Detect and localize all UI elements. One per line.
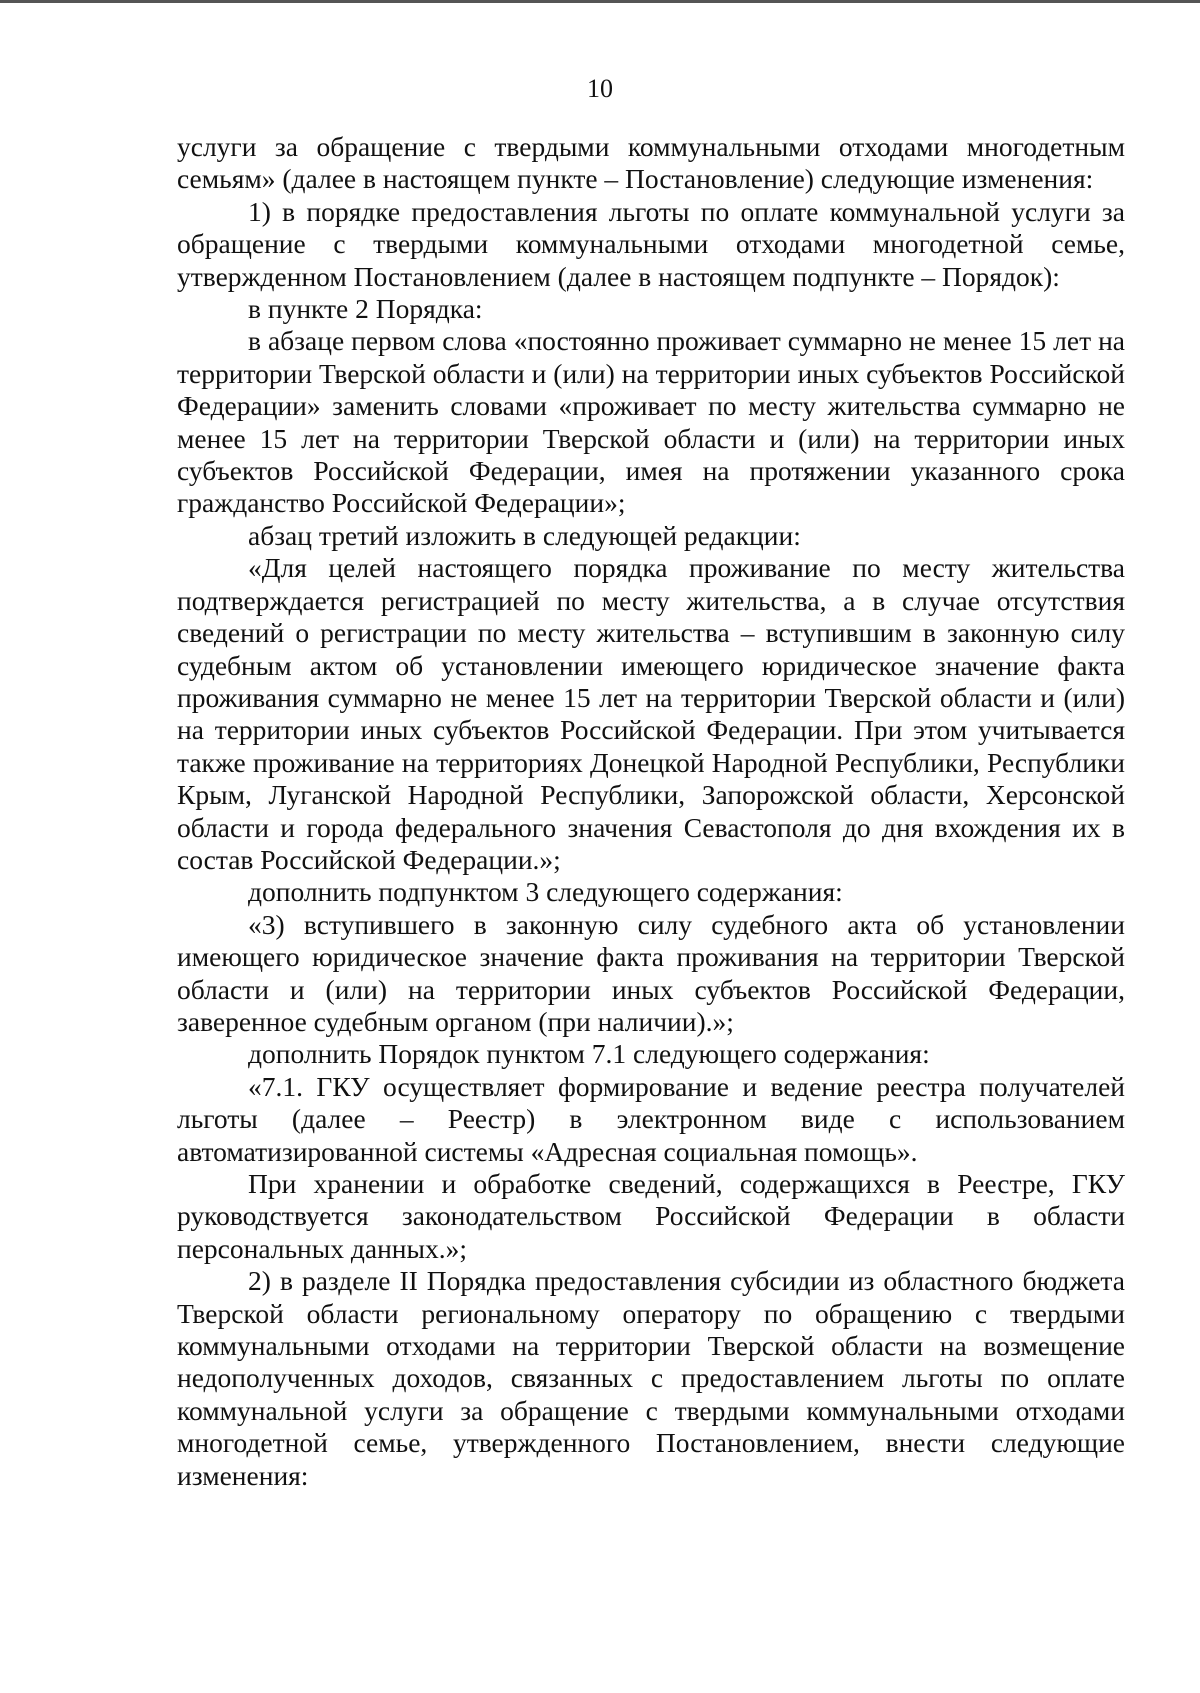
paragraph-first-abzac: в абзаце первом слова «постоянно проживает суммарно не менее 15 лет на территории Тверской области и (или) на территории иных субъектов Российской Федерации» заменить словами «проживает по месту жительства суммарно не менее 15 лет на территории Тверской области и (или) на территории иных субъектов Российской Федерации, имея на протяжении указанного срока гражданство Российской Федерации»; <box>177 325 1125 519</box>
paragraph-item-2: 2) в разделе II Порядка предоставления субсидии из областного бюджета Тверской области региональному оператору по обращению с твердыми коммунальными отходами на территории Тверской области на возмещение недополученных доходов, связанных с предоставлением льготы по оплате коммунальной услуги за обращение с твердыми коммунальными отходами многодетной семье, утвержденного Постановлением, внести следующие изменения: <box>177 1265 1125 1491</box>
paragraph-add-subpoint-3: дополнить подпунктом 3 следующего содержания: <box>248 876 843 908</box>
paragraph-point-2: в пункте 2 Порядка: <box>248 293 483 325</box>
paragraph-add-point-7-1: дополнить Порядок пунктом 7.1 следующего содержания: <box>248 1038 930 1070</box>
scan-top-edge <box>0 0 1200 3</box>
paragraph-quoted-point-7-1: «7.1. ГКУ осуществляет формирование и ведение реестра получателей льготы (далее – Реестр) в электронном виде с использованием автоматизированной системы «Адресная социальная помощь». <box>177 1070 1125 1167</box>
page-number: 10 <box>587 74 613 103</box>
paragraph-continuation: услуги за обращение с твердыми коммунальными отходами многодетным семьям» (далее в настоящем пункте – Постановление) следующие изменения: <box>177 131 1125 195</box>
paragraph-item-1: 1) в порядке предоставления льготы по оплате коммунальной услуги за обращение с твердыми коммунальными отходами многодетной семье, утвержденном Постановлением (далее в настоящем подпункте – Порядок): <box>177 195 1125 292</box>
paragraph-quoted-subpoint-3: «3) вступившего в законную силу судебного акта об установлении имеющего юридическое значение факта проживания на территории Тверской области и (или) на территории иных субъектов Российской Федерации, заверенное судебным органом (при наличии).»; <box>177 908 1125 1037</box>
paragraph-registry-storage: При хранении и обработке сведений, содержащихся в Реестре, ГКУ руководствуется законодательством Российской Федерации в области персональных данных.»; <box>177 1168 1125 1264</box>
paragraph-quoted-residence: «Для целей настоящего порядка проживание по месту жительства подтверждается регистрацией по месту жительства, а в случае отсутствия сведений о регистрации по месту жительства – вступившим в законную силу судебным актом об установлении имеющего юридическое значение факта проживания суммарно не менее 15 лет на территории Тверской области и (или) на территории иных субъектов Российской Федерации. При этом учитывается также проживание на территориях Донецкой Народной Республики, Республики Крым, Луганской Народной Республики, Запорожской области, Херсонской области и города федерального значения Севастополя до дня вхождения их в состав Российской Федерации.»; <box>177 552 1125 875</box>
paragraph-third-abzac: абзац третий изложить в следующей редакции: <box>248 519 801 551</box>
document-body <box>177 131 1125 1492</box>
